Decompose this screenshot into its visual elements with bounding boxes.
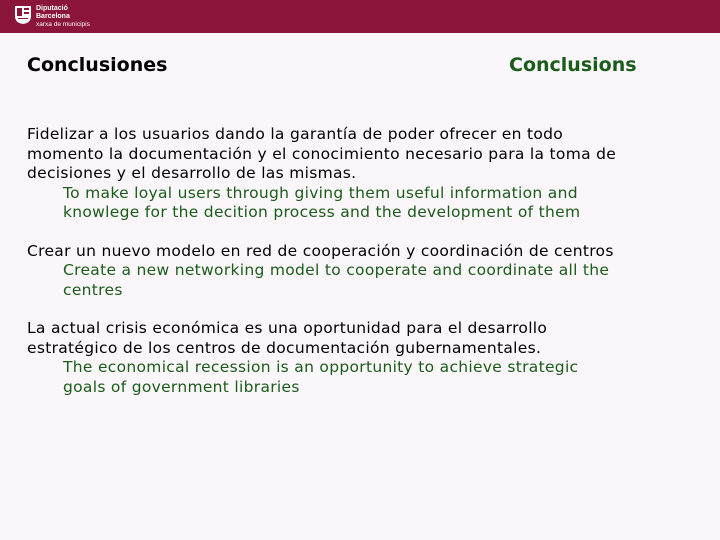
title-spanish: Conclusiones [27,54,168,76]
logo-line-3: xarxa de municipis [36,21,90,28]
conclusions-list [27,125,707,416]
coat-of-arms-icon [14,5,32,25]
title-english: Conclusions [509,54,637,76]
logo-line-2: Barcelona [36,13,70,20]
conclusion-item [27,319,707,397]
conclusion-english: To make loyal users through giving them useful information and knowlege for the decition process and the development of them [63,183,581,221]
header-bar [0,0,720,33]
conclusion-item [27,242,707,301]
conclusion-spanish: Fidelizar a los usuarios dando la garantía de poder ofrecer en todo momento la documentación y el conocimiento necesario para la toma de decisiones y el desarrollo de las mismas. [27,125,617,182]
logo-text [36,5,90,29]
logo-line-1: Diputació [36,5,68,12]
conclusion-spanish: La actual crisis económica es una oportunidad para el desarrollo estratégico de los centros de documentación gubernamentales. [27,319,548,357]
conclusion-spanish: Crear un nuevo modelo en red de cooperación y coordinación de centros [27,241,614,260]
logo [14,5,90,29]
conclusion-item [27,125,707,223]
conclusion-english: The economical recession is an opportunity to achieve strategic goals of government libraries [63,358,579,396]
conclusion-english: Create a new networking model to cooperate and coordinate all the centres [63,261,610,299]
